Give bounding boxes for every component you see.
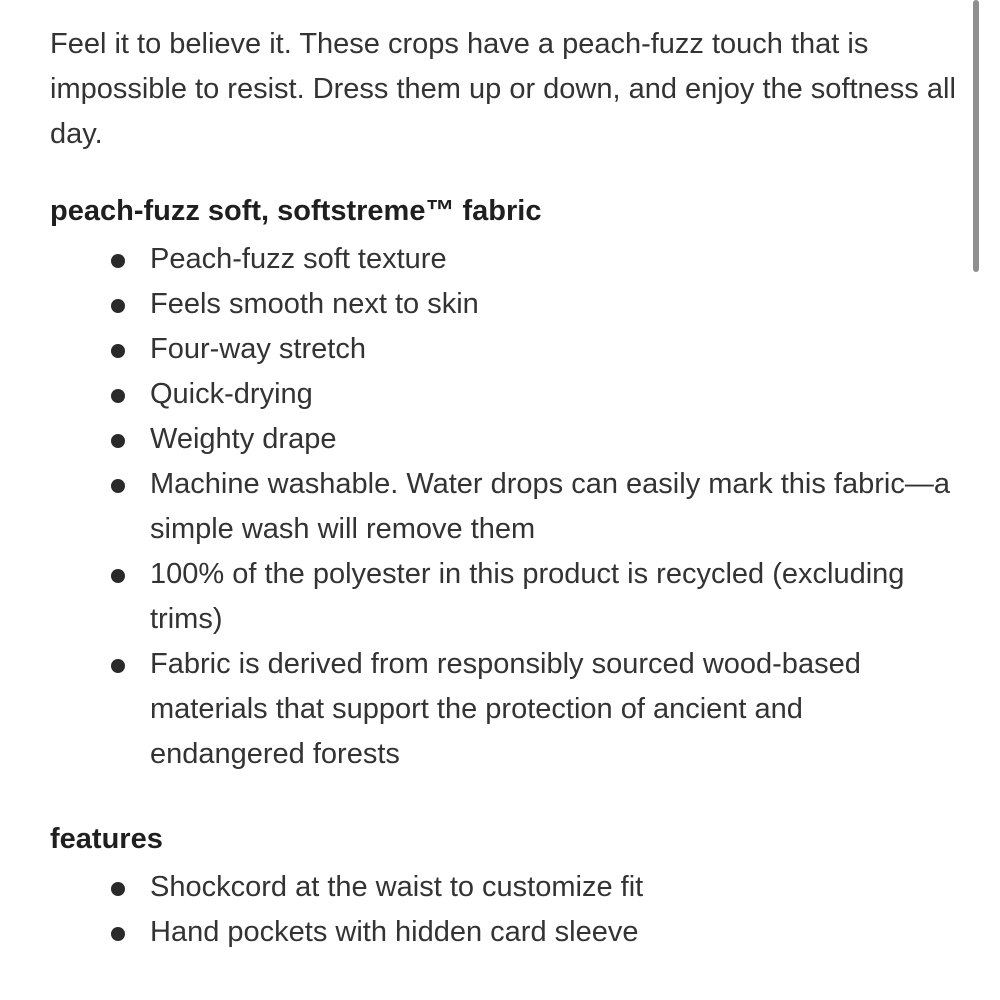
list-item xyxy=(50,865,960,910)
list-item-text: Shockcord at the waist to customize fit xyxy=(150,871,644,903)
intro-paragraph: Feel it to believe it. These crops have a peach-fuzz touch that is impossible to resist. Dress them up or down, and enjoy the softness all day. xyxy=(50,28,956,150)
list-item xyxy=(50,462,960,552)
features-list xyxy=(50,865,960,955)
list-item-text: Hand pockets with hidden card sleeve xyxy=(150,916,639,948)
list-item xyxy=(50,642,960,777)
list-item xyxy=(50,552,960,642)
scrollbar-thumb[interactable] xyxy=(973,0,979,272)
list-item xyxy=(50,327,960,372)
list-item-text: 100% of the polyester in this product is recycled (excluding trims) xyxy=(150,558,905,635)
list-item xyxy=(50,282,960,327)
list-item xyxy=(50,372,960,417)
list-item-text: Weighty drape xyxy=(150,423,337,455)
list-item-text: Feels smooth next to skin xyxy=(150,288,479,320)
bullet-icon xyxy=(111,569,125,583)
bullet-icon xyxy=(111,389,125,403)
bullet-icon xyxy=(111,882,125,896)
list-item-text: Peach-fuzz soft texture xyxy=(150,243,447,275)
fabric-feature-list xyxy=(50,237,960,777)
list-item-text: Four-way stretch xyxy=(150,333,366,365)
list-item xyxy=(50,237,960,282)
list-item xyxy=(50,910,960,955)
list-item xyxy=(50,417,960,462)
features-section-heading: features xyxy=(50,823,163,855)
list-item-text: Fabric is derived from responsibly sourced wood-based materials that support the protection of ancient and endangered forests xyxy=(150,648,861,770)
bullet-icon xyxy=(111,927,125,941)
product-description xyxy=(50,22,960,955)
list-item-text: Quick-drying xyxy=(150,378,313,410)
bullet-icon xyxy=(111,659,125,673)
list-item-text: Machine washable. Water drops can easily mark this fabric—a simple wash will remove them xyxy=(150,468,950,545)
bullet-icon xyxy=(111,254,125,268)
bullet-icon xyxy=(111,344,125,358)
bullet-icon xyxy=(111,434,125,448)
fabric-section-heading: peach-fuzz soft, softstreme™ fabric xyxy=(50,195,542,227)
bullet-icon xyxy=(111,299,125,313)
bullet-icon xyxy=(111,479,125,493)
